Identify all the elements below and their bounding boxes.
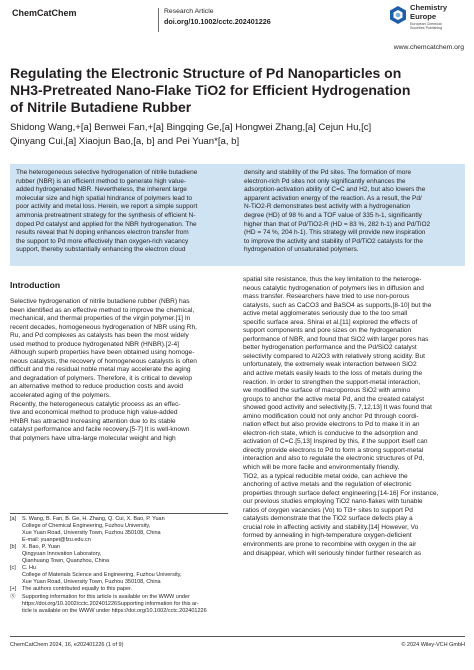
text-line: apparent activation energy of the reaction. As a result, the Pd/: [244, 194, 422, 202]
text-line: TiO2, as a typical reducible metal oxide, can achieve the: [243, 472, 408, 480]
affiliation-line: C. Hu: [22, 565, 37, 572]
text-line: higher than that of Pd/TiO2-R (HD = 83 %, 282 h-1) and Pd/TiO2: [244, 220, 431, 228]
article-title: [10, 65, 466, 116]
affiliation-entry: [10, 544, 228, 565]
text-line: catalysts demonstrate that the TiO2 surface defects play a: [243, 515, 413, 523]
text-line: support components and pore sizes on the hydrogenation: [243, 327, 412, 335]
footer-citation: ChemCatChem 2024, 16, e202401226 (1 of 9): [10, 642, 124, 648]
text-line: (HD = 74 %, 204 h-1). This strategy will provide new inspiration: [244, 229, 426, 237]
abstract-right-column: [244, 169, 458, 255]
journal-name: ChemCatChem: [12, 8, 77, 18]
text-line: catalysts, such as CaCO3 and BaSO4 as supports,[8-10] but the: [243, 301, 432, 309]
author-line: Qinyang Cui,[a] Xiaojun Bao,[a, b] and Pei Yuan*[a, b]: [10, 136, 240, 147]
text-line: accelerated aging of the polymers.: [10, 392, 111, 400]
text-line: groups to anchor the active metal Pd, and the created catalyst: [243, 395, 425, 403]
text-line: degree (HD) of 98 % and a TOF value of 335 h-1, significantly: [244, 211, 422, 219]
abstract-left-column: [16, 169, 230, 255]
text-line: electron-rich state, which is conducive to the adsorption and: [243, 429, 418, 437]
text-line: we modified the surface of macroporous SiO2 with amino: [243, 387, 411, 395]
text-line: poor activity and metal loss. Herein, we report a simple support: [16, 203, 198, 211]
text-line: performance of NBR, and found that SiO2 with larger pores has: [243, 335, 429, 343]
text-line: adsorption-activation ability of C=C and H2, but also lowers the: [244, 186, 426, 194]
title-line: Regulating the Electronic Structure of Pd Nanoparticles on: [10, 65, 402, 81]
abstract-box: [10, 164, 465, 266]
affiliation-line: Qingyuan Innovation Laboratory,: [22, 551, 102, 558]
text-line: Ru, and Pd complexes as catalysts has been the most widely: [10, 332, 189, 340]
text-line: crucial role in affecting activity and stability.[14] However, Vo: [243, 523, 419, 531]
affiliation-line: Xue Yuan Road, University Town, Fuzhou 350108, China: [22, 579, 161, 586]
text-line: HNBR has attracted increasing attention due to its stable: [10, 417, 176, 425]
text-line: to improve the activity and stability of Pd/TiO2 catalysts for the: [244, 237, 423, 245]
affiliations: [10, 516, 228, 615]
text-line: reaction. In order to strengthen the support-metal interaction,: [243, 378, 421, 386]
text-line: formed by annealing in high-temperature oxygen-deficient: [243, 532, 412, 540]
text-line: better hydrogenation performance and the Pd/SiO2 catalyst: [243, 344, 417, 352]
affiliation-line: ticle is available on the WWW under https://doi.org/10.1002/cctc.202401226: [22, 607, 207, 614]
text-line: tive and economical method to produce high value-added: [10, 409, 178, 417]
affiliation-mark: [a]: [10, 516, 17, 522]
chemistry-europe-logo-icon: [388, 5, 408, 25]
text-line: been identified as an effective method to improve the chemical,: [10, 306, 195, 314]
text-line: specific surface area. Shirai et al.[11] explored the effects of: [243, 318, 418, 326]
text-line: the support to Pd more effectively than oxygen-rich vacancy: [16, 237, 189, 245]
text-line: doped Pd catalyst and applied for the NBR hydrogenation. The: [16, 220, 197, 228]
text-line: Although superb properties have been obtained using homoge-: [10, 349, 195, 357]
affiliation-line: College of Chemical Engineering, Fuzhou University,: [22, 523, 151, 530]
text-line: N-TiO2-R demonstrates best activity with a hydrogenation: [244, 203, 411, 211]
affiliation-line: E-mail: yuanpei@fzu.edu.cn: [22, 537, 91, 544]
header-divider: [158, 8, 159, 32]
text-line: environments are prone to recombine with oxygen in the air: [243, 540, 417, 548]
body-right-column: [243, 276, 465, 558]
affiliation-entry: [10, 565, 228, 586]
affiliation-line: X. Bao, P. Yuan: [22, 544, 61, 551]
text-line: catalyst performance and facile recovery.[5-7] It is well-known: [10, 426, 190, 434]
affiliation-entry: [10, 586, 228, 593]
affiliation-mark: Ⓢ: [10, 593, 16, 600]
text-line: neous catalytic hydrogenation of polymers lies in diffusion and: [243, 284, 424, 292]
text-line: recent decades, homogeneous hydrogenation of NBR using Rh,: [10, 323, 197, 331]
logo-text-line1: Chemistry: [410, 3, 448, 12]
affiliation-line: College of Materials Science and Engineering, Fuzhou University,: [22, 572, 182, 579]
text-line: activation of C=C.[5,13] Inspired by this, if the support itself can: [243, 438, 428, 446]
affiliation-mark: [c]: [10, 565, 16, 572]
text-line: interaction and also to regulate the electronic structures of Pd,: [243, 455, 425, 463]
title-line: of Nitrile Butadiene Rubber: [10, 99, 192, 115]
affiliation-entry: [10, 516, 228, 544]
affiliation-line: Supporting information for this article is available on the WWW under: [22, 593, 190, 600]
affiliation-line: https://doi.org/10.1002/cctc.202401226Supporting information for this ar-: [22, 600, 199, 607]
text-line: hydrogenation of unsaturated polymers.: [244, 246, 359, 254]
text-line: ratios of oxygen vacancies (Vo) to Ti3+ sites to support Pd: [243, 506, 413, 514]
title-line: NH3-Pretreated Nano-Flake TiO2 for Efficient Hydrogenation: [10, 82, 411, 98]
text-line: that polymers have ultra-large molecular weight and high: [10, 434, 176, 442]
text-line: mass transfer. Researchers have tried to use non-porous: [243, 293, 410, 301]
text-line: ammonia pretreatment strategy for the synthesis of efficient N-: [16, 211, 196, 219]
footer-divider: [10, 636, 465, 637]
author-line: Shidong Wang,+[a] Benwei Fan,+[a] Bingqing Ge,[a] Hongwei Zhang,[a] Cejun Hu,[c]: [10, 122, 372, 133]
text-line: Selective hydrogenation of nitrile butadiene rubber (NBR) has: [10, 298, 190, 305]
text-line: mechanical, and thermal properties of the virgin polymer.[1] In: [10, 315, 191, 323]
text-line: an alternative method to reduce production costs and avoid: [10, 383, 184, 391]
doi-link[interactable]: doi.org/10.1002/cctc.202401226: [164, 17, 271, 26]
text-line: unfortunately, the extremely weak interaction between SiO2: [243, 361, 417, 369]
affiliation-line: Qianhuang Town, Quanzhou, China: [22, 558, 110, 565]
text-line: The heterogeneous selective hydrogenation of nitrile butadiene: [16, 169, 198, 176]
journal-website-link[interactable]: www.chemcatchem.org: [393, 44, 464, 51]
text-line: and active metals easily leads to the loss of metals during the: [243, 370, 423, 378]
text-line: difficult and the residual noble metal may accelerate the aging: [10, 366, 191, 374]
affiliation-divider: [10, 513, 228, 514]
affiliation-mark: [+]: [10, 586, 17, 593]
text-line: used method to produce hydrogenated NBR (HNBR).[2-4]: [10, 340, 179, 348]
text-line: properties through surface defect engineering.[14-16] For instance,: [243, 489, 439, 497]
text-line: and degradation of polymers. Therefore, it is critical to develop: [10, 374, 193, 382]
text-line: selectivity compared to Al2O3 with relatively strong acidity. But: [243, 352, 426, 360]
body-left-column: [10, 298, 228, 443]
text-line: anchoring of active metals and the regulation of electronic: [243, 481, 412, 489]
footer-copyright: © 2024 Wiley-VCH GmbH: [401, 642, 465, 648]
text-line: nation effect but also provide electrons to Pd to make it in an: [243, 421, 420, 429]
text-line: density and stability of the Pd sites. The formation of more: [244, 169, 412, 176]
text-line: active metal agglomerates seriously due to the too small: [243, 310, 408, 318]
text-line: added hydrogenated NBR. Nevertheless, the inherent large: [16, 186, 187, 194]
text-line: Recently, the heterogeneous catalytic process as an effec-: [10, 400, 181, 408]
text-line: rubber (NBR) is an efficient method to generate high value-: [16, 177, 187, 185]
affiliation-mark: [b]: [10, 544, 17, 551]
logo-tagline: European Chemical Societies Publishing: [410, 22, 443, 31]
text-line: molecular size and high spatial hindrance of polymers lead to: [16, 194, 192, 202]
text-line: support, thereby substantially enhancing the electron cloud: [16, 246, 186, 254]
text-line: our previous studies employing TiO2 nano-flakes with tunable: [243, 498, 423, 506]
text-line: electron-rich Pd sites not only significantly enhances the: [244, 177, 406, 185]
text-line: neous catalysts, the recovery of homogeneous catalysts is often: [10, 357, 197, 365]
affiliation-line: S. Wang, B. Fan, B. Ge, H. Zhang, Q. Cui, X. Bao, P. Yuan: [22, 516, 165, 522]
article-type: Research Article: [164, 8, 214, 15]
text-line: which will be more facile and environmentally friendly.: [243, 464, 400, 472]
affiliation-entry: [10, 594, 228, 615]
affiliation-line: Xue Yuan Road, University Town, Fuzhou 350108, China: [22, 530, 161, 537]
text-line: results reveal that N doping enhances electron transfer from: [16, 229, 189, 237]
text-line: showed good activity and selectivity.[5, 7,12,13] It was found that: [243, 404, 433, 412]
affiliation-line: The authors contributed equally to this paper.: [22, 586, 133, 593]
publisher-logo: [388, 3, 472, 33]
author-list: [10, 121, 466, 149]
section-heading-introduction: Introduction: [10, 280, 61, 290]
text-line: amino modification could not only anchor Pd through coordi-: [243, 412, 419, 420]
text-line: spatial site resistance, thus the key limitation to the heteroge-: [243, 276, 422, 283]
logo-text-line2: Europe: [410, 12, 437, 21]
text-line: directly provide electrons to Pd to form a strong support-metal: [243, 446, 424, 454]
text-line: and disappear, which will seriously hinder further research as: [243, 549, 422, 557]
